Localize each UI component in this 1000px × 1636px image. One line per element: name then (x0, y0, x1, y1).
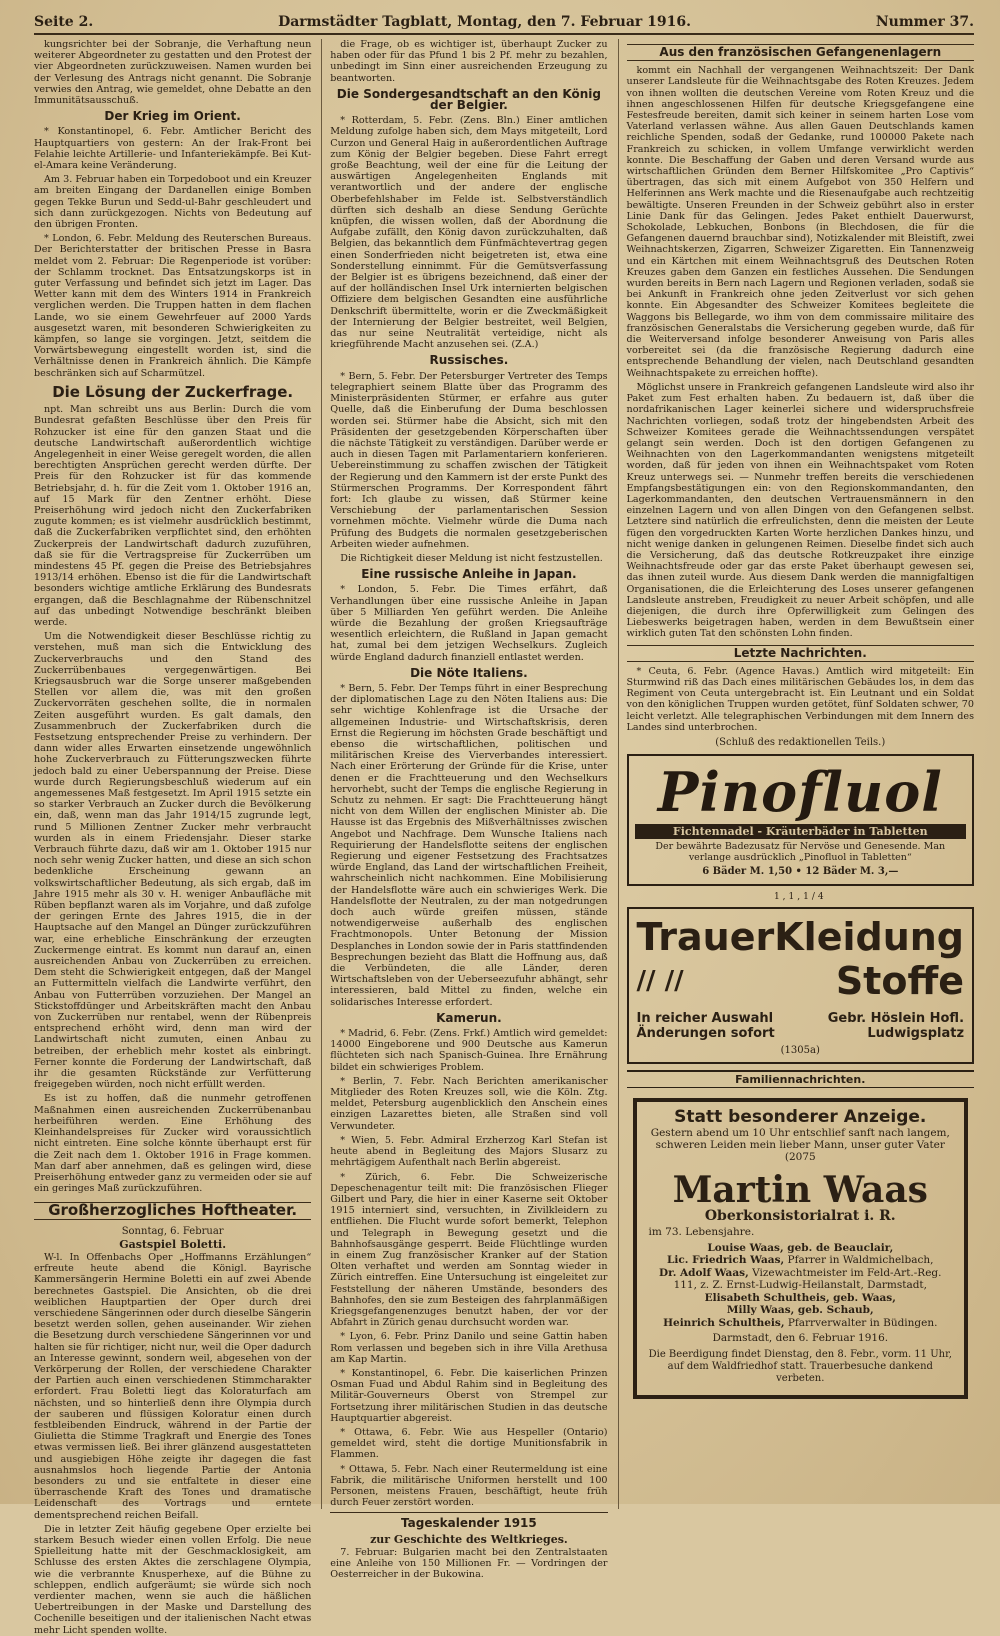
pinofluol-text: Der bewährte Badezusatz für Nervöse und Genesende. Man verlange ausdrücklich „Pinofluol in Tabletten“ (655, 841, 946, 864)
deceased-title: Oberkonsistorialrat i. R. (704, 1208, 896, 1225)
paragraph: Die in letzter Zeit häufig gegebene Oper erzielte bei starkem Besuch wieder einen vollen Erfolg. Die neue Spielleitung hatte mit der Geschmacklosigkeit, am Schlusse des ersten Aktes die zerschlagene Olympia, wie die verbrannte Knusperhexe, auf die Bühne zu schleppen, endlich aufgeräumt; sie würde sich noch verdienter machen, wenn sie auch die häßlichen Uebertreibungen in der Maske und Darstellung des Cochenille beseitigen und der italienischen Nacht etwas mehr Licht spenden wollte. (34, 1523, 312, 1636)
mourner-name: Heinrich Schultheis, (663, 1316, 785, 1329)
deceased-name: Martin Waas (672, 1169, 928, 1212)
page-header (34, 14, 974, 35)
tageskalender (330, 1512, 607, 1580)
paragraph: * London, 6. Febr. Meldung des Reuterschen Bureaus. Der Berichterstatter der britischen Presse in Basra meldet vom 2. Februar: Die Regenperiode ist vorüber: der Schlamm trocknet. Das Entsatzungskorps ist in guter Verfassung und befindet sich jetzt im Lager. Das Wetter kann mit dem des Winters 1914 in Frankreich verglichen werden. Die Truppen hatten in dem flachen Lande, wo sie einem Gewehrfeuer auf 2000 Yards ausgesetzt waren, mit besonderen Schwierigkeiten zu kämpfen, so lange sie vorgingen. Jetzt, seitdem die Vorwärtsbewegung eingestellt worden ist, sind die Verhältnisse denen in Frankreich ähnlich. Die Kämpfe beschränken sich auf Scharmützel. (34, 233, 312, 379)
headline-russisches: Russisches. (429, 353, 509, 368)
paragraph: Es ist zu hoffen, daß die nunmehr getroffenen Maßnahmen einen ausreichenden Zuckerrübenanbau herbeiführen werden. Eine Erhöhung des Kleinhandelspreises für Zucker wird voraussichtlich nicht eintreten. Eine solche könnte überhaupt erst für die Zeit nach dem 1. Oktober 1916 in Frage kommen. Man darf aber annehmen, daß es gelingen wird, diese Preiserhöhung entweder ganz zu vermeiden oder sie auf ein geringes Maß zurückzuführen. (34, 1093, 312, 1195)
ad-mark: 1,1,1/4 (773, 891, 827, 902)
death-notice-heading: Statt besonderer Anzeige. (674, 1107, 927, 1128)
mourner-name: Louise Waas, geb. de Beauclair, (707, 1241, 894, 1254)
funeral-info: Die Beerdigung findet Dienstag, den 8. Febr., vorm. 11 Uhr, auf dem Waldfriedhof statt. Trauerbesuche dankend verbeten. (648, 1348, 952, 1384)
article-continuation: kungsrichter bei der Sobranje, die Verhaftung neun weiterer Abgeordneter zu gestatten und den Protest der vier Abgeordneten zurückzuweisen. Namen wurden bei der Verlesung des Antrags nicht genannt. Die Sobranje verwies den Antrag, wie gemeldet, ohne Debatte an den Immunitätsausschuß. (34, 39, 312, 107)
headline-gesandtschaft: Die Sondergesandtschaft an den König der Belgier. (336, 86, 601, 113)
article-continuation: die Frage, ob es wichtiger ist, überhaupt Zucker zu haben oder für das Pfund 1 bis 2 Pf. mehr zu bezahlen, unbedingt im Sinn einer ausreichenden Erzeugung zu beantworten. (330, 39, 608, 84)
mourner (649, 1317, 952, 1330)
paragraph: Möglichst unsere in Frankreich gefangenen Landsleute wird also ihr Paket zum Fest erhalten haben. Zu bedauern ist, daß über die nordafrikanischen Lager keinerlei sichere und widerspruchsfreie Nachrichten vorliegen, sodaß trotz der hingebendsten Arbeit des Schweizer Komitees gerade die Weihnachtssendungen verspätet gelangt sein werden. Doch ist den dortigen Gefangenen zu Weihnachten von den Lagerkommandanten wenigstens mitgeteilt worden, daß für jeden von ihnen ein Weihnachtspaket vom Roten Kreuz unterwegs sei. — Nunmehr treffen bereits die verschiedenen Empfangsbestätigungen ein: von den Regionskommandanten, den Lagerkommandanten, den deutschen Vertrauensmännern in den einzelnen Lagern und von allen Dingen von den Gefangenen selbst. Letztere sind natürlich die erfreulichsten, denn die meisten der Leute fügen den vorgedruckten Karten Worte herzlichen Dankes hinzu, und nicht wenige danken in gelungenen Reimen. Dieselbe findet sich auch die Versicherung, daß das deutsche Rotkreuzpaket ihre einzige Weihnachtsfreude oder gar das erste Paket überhaupt gewesen sei, das ihnen zuteil wurde. Aus diesem Dank werden die mannigfaltigen Organisationen, die die Erleichterung des Loses unserer gefangenen Landsleute anstreben, Freudigkeit zu neuer Arbeit schöpfen, und alle diejenigen, die durch ihre Opferwilligkeit zum Gelingen des Liebeswerks beigetragen haben, werden in dem Bewußtsein einer wirklich guten Tat den schönsten Lohn finden. (626, 381, 975, 640)
paragraph: * Bern, 5. Febr. Der Petersburger Vertreter des Temps telegraphiert seinem Blatte über das Programm des Ministerpräsidenten Stürmer, er erfahre aus guter Quelle, daß die Einberufung der Duma beschlossen worden sei. Stürmer habe die Absicht, sich mit den Präsidenten der gesetzgebenden Körperschaften über die nächste Tätigkeit zu verständigen. Darüber werde er auch in diesen Tagen mit Parlamentariern konferieren. Uebereinstimmung zu schaffen zwischen der Tätigkeit der Regierung und den Kammern ist der erste Punkt des Stürmerschen Programms. Der Korrespondent fährt fort: Ich glaube zu wissen, daß Stürmer keine Verschiebung der parlamentarischen Session vornehmen möchte. Vielmehr würde die Duma nach Prüfung des Budgets die normalen gesetzgeberischen Arbeiten wieder aufnehmen. (330, 370, 608, 550)
paragraph: * Zürich, 6. Febr. Die Schweizerische Depeschenagentur teilt mit: Die französischen Flieger Gilbert und Pary, die hier in einer Kaserne seit Oktober 1915 interniert sind, versuchten, in Zivilkleidern zu entfliehen. Die Flucht wurde sofort bemerkt, Telephon und Telegraph in Bewegung gesetzt und die Bahnhofsausgänge gesperrt. Beide Flüchtlinge wurden in einem Zug französischer Kranker auf der Station Olten verhaftet und werden am Sonntag wieder in Zürich eintreffen. Eine Untersuchung ist eingeleitet zur Feststellung der näheren Umstände, besonders des Bahnhofes, den sie zum Besteigen des fahrplanmäßigen Kriegsgefangenenzuges benutzt haben, der vor der Abfahrt in Zürich genau durchsucht worden war. (330, 1171, 608, 1329)
paragraph: * Konstantinopel, 6. Febr. Amtlicher Bericht des Hauptquartiers von gestern: An der Irak-Front bei Felahie leichte Artillerie- und Infanteriekämpfe. Bei Kut-el-Amara keine Veränderung. (34, 126, 312, 172)
trauer-right (774, 915, 964, 1003)
mourner (649, 1242, 952, 1255)
deceased-age: im 73. Lebensjahre. (648, 1225, 755, 1238)
trauer-foot-left (637, 1011, 775, 1041)
stoffe-word: Stoffe (835, 958, 965, 1003)
paragraph: * Wien, 5. Febr. Admiral Erzherzog Karl Stefan ist heute abend in Begleitung des Majors Slusarz zu mehrtägigem Aufenthalt nach Berlin abgereist. (330, 1134, 608, 1169)
mourner (649, 1304, 952, 1317)
column-1 (34, 39, 312, 1636)
death-notice (633, 1098, 968, 1398)
mourner (649, 1254, 952, 1267)
trauer-firma: Gebr. Höslein Hofl. (827, 1010, 965, 1026)
trauer-left (637, 915, 775, 1003)
issue-number: Nummer 37. (875, 14, 974, 30)
column-2 (321, 39, 608, 1581)
paragraph: * Rotterdam, 5. Febr. (Zens. Bln.) Einer amtlichen Meldung zufolge haben sich, dem Mays mitgeteilt, Lord Curzon und General Haig in außerordentlichen Auftrage zum König der Belgier begeben. Diese Fahrt erregt große Beachtung, weil der eine für die Leitung der auswärtigen Angelegenheiten Englands mit verantwortlich und der andere der englische Oberbefehlshaber im Felde ist. Selbstverständlich dürften sich deshalb an diese Sendung Gerüchte knüpfen, die wissen wollen, daß der Abordnung die Aufgabe zufällt, den König davon zurückzuhalten, daß Belgien, das bekanntlich dem Fünfmächtevertrag gegen einen Sonderfrieden nicht beigetreten ist, etwa eine Sonderstellung einnimmt. Für die Gemütsverfassung der Belgier ist es übrigens bezeichnend, daß einer der auf der holländischen Insel Urk internierten belgischen Offiziere dem belgischen Gesandten eine ausführliche Denkschrift übermittelte, worin er die Zweckmäßigkeit der Internierung der Belgier bestreitet, weil Belgien, das nur seine Neutralität verteidige, nicht als kriegführende Macht anzusehen sei. (Z.A.) (330, 115, 608, 351)
headline-zucker: Die Lösung der Zuckerfrage. (52, 382, 294, 401)
headline-kamerun: Kamerun. (436, 1010, 502, 1025)
trauer-adresse: Ludwigsplatz (867, 1025, 965, 1041)
mourner-name: Elisabeth Schultheis, geb. Waas, (704, 1291, 896, 1304)
paragraph: * Berlin, 7. Febr. Nach Berichten amerikanischer Mitglieder des Roten Kreuzes soll, wie die Köln. Ztg. meldet, Petersburg augenblicklich den Anschein eines einzigen Lazarettes bieten, alle Straßen sind voll Verwundeter. (330, 1075, 608, 1132)
mourner (649, 1267, 952, 1292)
trauer-aenderungen: Änderungen sofort (636, 1025, 775, 1041)
kleidung-word: Kleidung (774, 914, 965, 959)
death-code: (2075 (784, 1151, 816, 1164)
death-notice-intro (649, 1127, 952, 1163)
paragraph: * London, 5. Febr. Die Times erfährt, daß Verhandlungen über eine russische Anleihe in Japan über 5 Milliarden Yen geführt werden. Die Anleihe würde die Bezahlung der großen Kriegsaufträge wesentlich erleichtern, die Rußland in Japan gemacht hat, zumal bei dem jetzigen Wechselkurs. Zugleich würde England dadurch finanziell entlastet werden. (330, 584, 608, 663)
mourner-detail: Pfarrverwalter in Büdingen. (787, 1316, 938, 1329)
paragraph: Die Richtigkeit dieser Meldung ist nicht festzustellen. (340, 552, 603, 564)
mourner (649, 1292, 952, 1305)
headline-familien: Familiennachrichten. (627, 1070, 974, 1088)
paragraph: * Bern, 5. Febr. Der Temps führt in einer Besprechung der diplomatischen Lage zu den Nöten Italiens aus: Die sehr wichtige Kohlenfrage ist die Ursache der allgemeinen Industrie- und Wirtschaftskrisis, deren Ernst die Regierung im höchsten Grade beschäftigt und ebenso die wirtschaftlichen, politischen und militärischen Kreise des Vierverbandes interessiert. Nach einer Erörterung der Gründe für die Krise, unter denen er die Frachtteuerung und den Wechselkurs hervorhebt, sucht der Temps die englische Regierung in Schutz zu nehmen. Er sagt: Die Frachtteuerung hängt nicht von dem Willen der englischen Minister ab. Die Hausse ist das Ergebnis des Mißverhältnisses zwischen Angebot und Nachfrage. Dem Wunsche Italiens nach Requirierung der Handelsflotte seitens der englischen Regierung und eigener Festsetzung des Frachtsatzes würde England, das Land der wirtschaftlichen Freiheit, wahrscheinlich nicht nachkommen. Eine Mobilisierung der Handelsflotte wäre auch ein schwieriges Werk. Die Handelsflotte der Neutralen, zu der man notgedrungen doch auch würde greifen müssen, stände notwendigerweise außerhalb des englischen Frachtmonopols. Unter Betonung der Mission Desplanches in London sowie der in Paris stattfindenden Besprechungen bezieht das Blatt die Hoffnung aus, daß die Verbündeten, die alle Länder, deren Wirtschaftsleben von der Ueberseezufuhr abhängt, sehr interessieren, bald Mittel zu finden, welche ein solidarisches Interesse erfordert. (330, 682, 608, 1008)
paragraph: W-l. In Offenbachs Oper „Hoffmanns Erzählungen“ erfreute heute abend die Königl. Bayrische Kammersängerin Hermine Boletti ein auf zwei Abende berechnetes Gastspiel. Die Ansichten, ob die drei weiblichen Hauptpartien der Oper durch drei verschiedene Sängerinnen oder durch dieselbe Sängerin besetzt werden sollen, gehen auseinander. Wir ziehen die Besetzung durch verschiedene Sängerinnen vor und halten sie für richtiger, nicht nur, weil die Oper dadurch an Interesse gewinnt, sondern weil, abgesehen von der Verkörperung der Rollen, der verschiedene Charakter der Partien auch einen verschiedenen Stimmcharakter erfordert. Frau Boletti liegt das Koloraturfach am nächsten, und so hinterließ denn ihre Olympia durch der sauberen und flüssigen Koloratur einen durch festbleibenden Eindruck, während in der Partie der Giulietta die Stimme Tragkraft und Energie des Tones etwas vermissen ließ. Bei ihrer glänzend ausgestatteten und ausgiebigen Höhe zeigte ihr dagegen die fast ausnahmslos hoch liegende Partie der Antonia besonders zu und sie entfaltete in dieser eine überraschende Kraft des Tones und dramatische Leidenschaft des Vortrags und erntete dementsprechend reichen Beifall. (34, 1251, 312, 1521)
pinofluol-tagline: Fichtennadel - Kräuterbäder in Tabletten (635, 824, 966, 839)
column-3 (618, 39, 974, 1509)
paragraph: Um die Notwendigkeit dieser Beschlüsse richtig zu verstehen, muß man sich die Entwicklung des Zuckerverbrauchs und den Stand des Zuckerrübenbaues vergegenwärtigen. Bei Kriegsausbruch war die Sorge unserer maßgebenden Stellen vor allem die, was mit den großen Zuckervorräten geschehen sollte, die in normalen Zeiten ausgeführt wurden. Es galt damals, den Zusammenbruch der Zuckerfabriken durch die Festsetzung entsprechender Preise zu verhindern. Der dann wider alles Erwarten einsetzende ungewöhnlich hohe Zuckerverbrauch zu Fütterungszwecken führte jedoch bald zu einer Ueberspannung der Preise. Diese wurde durch Regierungsbeschluß wiederum auf ein angemessenes Maß festgesetzt. Im April 1915 setzte ein so starker Verbrauch an Zucker durch die Bevölkerung ein, daß, wenn man das Jahr 1914/15 zugrunde legt, rund 5 Millionen Zentner Zucker mehr verbraucht wurden als in einem Friedensjahr. Dieser starke Verbrauch führte dazu, daß wir am 1. Oktober 1915 nur noch sehr wenig Zucker hatten, und diese an sich schon bedenkliche Erscheinung gewann an volkswirtschaftlicher Bedeutung, als sich ergab, daß im Jahre 1915 mehr als 30 v. H. weniger Anbaufläche mit Rüben bepflanzt waren als im Vorjahre, und daß zufolge der geringen Ernte des Jahres 1915, die in der Hauptsache auf den Mangel an Dünger zurückzuführen war, eine erhebliche Einschränkung der erzeugten Zuckermenge eintrat. Es kommt nun darauf an, einen ausreichenden Anbau von Zuckerrüben zu erreichen. Dem steht die Schwierigkeit entgegen, daß der Mangel an Futtermitteln vielfach die Landwirte verführt, den Anbau von Futterrüben vorzuziehen. Der Mangel an Stickstoffdünger und Arbeitskräften macht den Anbau von Zuckerrüben nur rentabel, wenn der Rübenpreis entsprechend erhöht wird, denn man wird der Landwirtschaft nicht zumuten, einen Anbau zu betreiben, der erheblich mehr kostet als einbringt. Ferner konnte die Forderung der Landwirtschaft, daß ihr die gesamten Rückstände zur Verfütterung freigegeben würden, noch nicht erfüllt werden. (34, 631, 312, 1091)
end-of-editorial: (Schluß des redaktionellen Teils.) (715, 736, 886, 748)
pinofluol-price: 6 Bäder M. 1,50 • 12 Bäder M. 3,— (702, 866, 899, 878)
trauer-ad (627, 907, 974, 1064)
headline-krieg: Der Krieg im Orient. (104, 109, 241, 124)
trauer-slashes: // // (636, 965, 684, 996)
mourner-name: Milly Waas, geb. Schaub, (726, 1304, 874, 1317)
headline-kalender: Tageskalender 1915 (401, 1516, 537, 1531)
mourner-name: Dr. Adolf Waas, (659, 1266, 749, 1279)
mourners-list (649, 1242, 952, 1330)
paragraph: npt. Man schreibt uns aus Berlin: Durch die vom Bundesrat gefaßten Beschlüsse über den Preis für Rohzucker ist eine für den ganzen Staat und die deutsche Landwirtschaft außerordentlich wichtige Angelegenheit in einer Weise geregelt worden, die allen berechtigten Ansprüchen gerecht werden dürfte. Der Preis für den Rohzucker ist für das kommende Betriebsjahr, d. h. für die Zeit vom 1. Oktober 1916 an, auf 15 Mark für den Zentner erhöht. Diese Preiserhöhung wird jedoch nicht den Zuckerfabriken zugute kommen; es ist vielmehr ausdrücklich bestimmt, daß die Zuckerfabriken verpflichtet sind, den erhöhten Zuckerpreis der Landwirtschaft dadurch zuzuführen, daß sie für die Vertragspreise für Zuckerrüben um mindestens 45 Pf. gegen die Preise des Betriebsjahres 1913/14 erhöhen. Ebenso ist die für die Landwirtschaft besonders wichtige amtliche Erklärung des Bundesrats ergangen, daß die Beschlagnahme der Rübenschnitzel auf das unbedingt Notwendige beschränkt bleiben werde. (34, 404, 312, 628)
death-intro-text: Gestern abend um 10 Uhr entschlief sanft nach langem, schweren Leiden mein lieber Mann, unser guter Vater (650, 1127, 950, 1152)
page-number: Seite 2. (34, 14, 94, 30)
pinofluol-ad (627, 754, 974, 885)
paragraph: 7. Februar: Bulgarien macht bei den Zentralstaaten eine Anleihe von 150 Millionen Fr. — Vordringen der Oesterreicher in der Bukowina. (330, 1546, 608, 1581)
trauer-code: (1305a) (780, 1044, 820, 1056)
headline-italien: Die Nöte Italiens. (410, 665, 528, 680)
headline-gefangene: Aus den französischen Gefangenenlagern (627, 44, 974, 61)
headline-theater: Großherzogliches Hoftheater. (34, 1202, 311, 1219)
trauer-word: Trauer (636, 914, 775, 959)
headline-anleihe: Eine russische Anleihe in Japan. (361, 567, 577, 582)
paragraph: kommt ein Nachhall der vergangenen Weihnachtszeit: Der Dank unserer Landsleute für die Weihnachtsgabe des Roten Kreuzes. Jedem von ihnen wollten die deutschen Vereine vom Roten Kreuz und die ihnen angeschlossenen Hilfen für deutsche Kriegsgefangene eine Festesfreude bereiten, damit sich keiner in seinem harten Lose vom Vaterland verlassen wähne. Aus allen Gauen Deutschlands kamen reichliche Spenden, sodaß der Gedanke, rund 100000 Pakete nach Frankreich zu schicken, in vollem Umfange verwirklicht werden konnte. Die Beschaffung der Gaben und deren Versand wurde aus wirtschaftlichen Gründen dem Berner Hilfskomitee „Pro Captivis“ übertragen, das sich mit einem Aufgebot von 350 Helfern und Helferinnen ans Werk machte und die Riesenaufgabe auch rechtzeitig bewältigte. Unseren Freunden in der Schweiz gebührt also in erster Linie Dank für das Gelingen. Jedes Paket enthielt Dauerwurst, Schokolade, Lebkuchen, Bonbons (in Blechdosen, die für die Gefangenen dauernd brauchbar sind), Notizkalender mit Bleistift, zwei Weihnachtskerzen, Zigarren, Schweizer Zigaretten. Ein Tannenzweig und ein Kärtchen mit einem Weihnachtsgruß des Deutschen Roten Kreuzes gaben dem Ganzen ein festliches Aussehen. Die Sendungen wurden bereits in Bern nach Lagern und Regionen verladen, sodaß sie bei Ankunft in Frankreich ohne jeden Zeitverlust vor sich gehen konnte. Ein Abgesandter des Schweizer Komitees begleitete die Waggons bis Bellegarde, wo ihm von dem commissaire militaire des französischen Generalstabs die Versicherung gegeben wurde, daß für die Weiterversand infolge besonderer Anweisung von Paris alles vorbereitet sei (da die französische Regierung dadurch eine entsprechende Behandlung der vielen, nach Deutschland gesandten Weihnachtspakete zu erreichen hoffte). (626, 65, 975, 379)
trauer-heading (637, 915, 964, 1003)
mourner-name: Lic. Friedrich Waas, (667, 1254, 785, 1267)
kalender-subtitle: zur Geschichte des Weltkrieges. (370, 1532, 568, 1546)
trauer-footer (637, 1011, 964, 1041)
paragraph: * Ceuta, 6. Febr. (Agence Havas.) Amtlich wird mitgeteilt: Ein Sturmwind riß das Dach eines militärischen Gebäudes los, in dem das Regiment von Ceuta untergebracht ist. Ein Leutnant und ein Soldat von den königlichen Truppen wurden getötet, fünf Soldaten schwer, 70 leicht verletzt. Alle telegraphischen Verbindungen mit dem Innern des Landes sind unterbrochen. (626, 665, 975, 733)
paragraph: * Ottawa, 6. Febr. Wie aus Hespeller (Ontario) gemeldet wird, steht die dortige Munitionsfabrik in Flammen. (330, 1426, 608, 1461)
theater-subtitle: Gastspiel Boletti. (119, 1237, 227, 1251)
mourner-detail: Vizewachtmeister im Feld-Art.-Reg. 111, z. Z. Ernst-Ludwig-Heilanstalt, Darmstadt, (673, 1266, 942, 1292)
paragraph: * Lyon, 6. Febr. Prinz Danilo und seine Gattin haben Rom verlassen und begeben sich in ihre Villa Arethusa am Kap Martin. (330, 1331, 608, 1365)
theater-date: Sonntag, 6. Februar (121, 1225, 224, 1237)
death-place-date: Darmstadt, den 6. Februar 1916. (712, 1332, 889, 1345)
paragraph: * Madrid, 6. Febr. (Zens. Frkf.) Amtlich wird gemeldet: 14000 Eingeborene und 900 Deutsche aus Kamerun flüchteten sich nach Spanisch-Guinea. Ihre Ernährung bildet ein schwieriges Problem. (330, 1028, 608, 1073)
trauer-auswahl: In reicher Auswahl (636, 1010, 774, 1026)
paragraph: * Ottawa, 5. Febr. Nach einer Reutermeldung ist eine Fabrik, die militärische Uniformen herstellt und 100 Personen, meistens Frauen, beschäftigt, heute früh durch Feuer zerstört worden. (330, 1463, 608, 1509)
paragraph: Am 3. Februar haben ein Torpedoboot und ein Kreuzer am breiten Eingang der Dardanellen einige Bomben gegen Tekke Burun und Sedd-ul-Bahr geschleudert und sich dann zurückgezogen. Nichts von Bedeutung auf den übrigen Fronten. (34, 174, 312, 231)
pinofluol-logo: Pinofluol (657, 760, 943, 825)
trauer-foot-right (828, 1011, 964, 1041)
headline-letzte: Letzte Nachrichten. (627, 645, 974, 662)
masthead-line: Darmstädter Tagblatt, Montag, den 7. Februar 1916. (278, 14, 692, 30)
mourner-detail: Pfarrer in Waldmichelbach, (787, 1254, 934, 1267)
paragraph: * Konstantinopel, 6. Febr. Die kaiserlichen Prinzen Osman Fuad und Abdul Rahim sind in Begleitung des Militär-Gouverneurs Oberst von Strempel zur Fortsetzung ihrer militärischen Studien in das deutsche Hauptquartier abgereist. (330, 1367, 608, 1424)
